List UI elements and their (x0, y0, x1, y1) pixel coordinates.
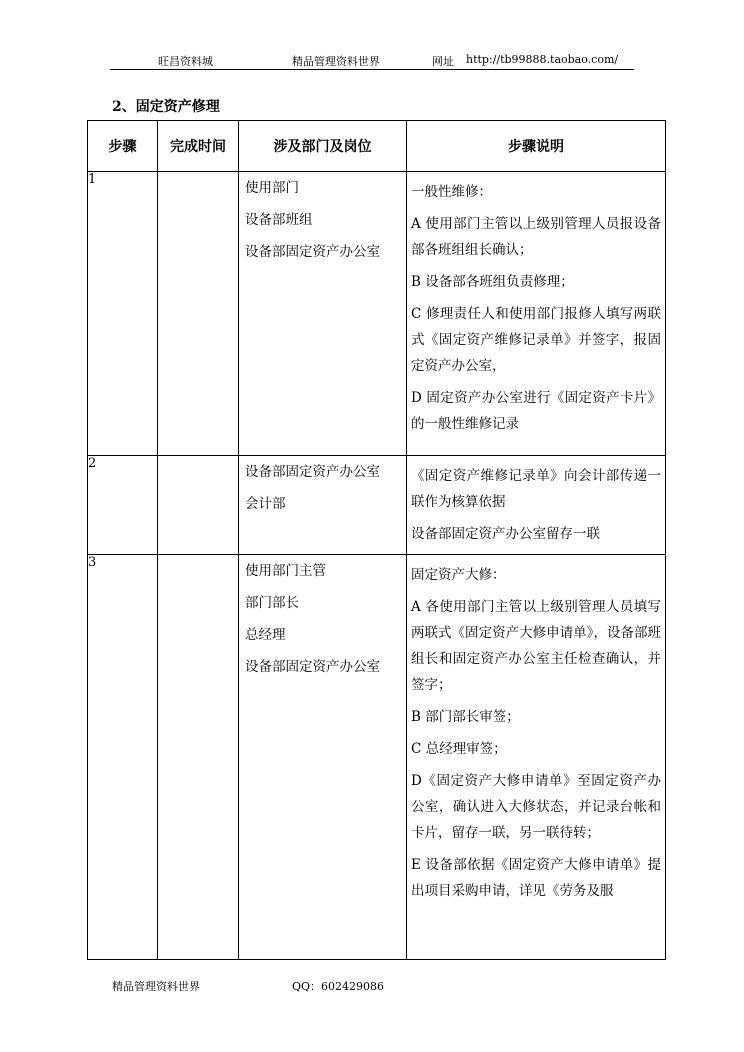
completion-time (158, 555, 239, 960)
desc-paragraph: 《固定资产维修记录单》向会计部传递一联作为核算依据 (411, 468, 661, 510)
desc-paragraph: D 固定资产办公室进行《固定资产卡片》的一般性维修记录 (411, 390, 661, 432)
dept-item: 设备部固定资产办公室 (245, 659, 380, 675)
dept-cell (239, 456, 407, 555)
header-time: 完成时间 (158, 121, 239, 172)
section-title: 2、固定资产修理 (112, 99, 220, 115)
footer-world: 精品管理资料世界 (112, 980, 200, 993)
table-row (88, 555, 666, 960)
desc-paragraph: B 设备部各班组负责修理； (411, 274, 574, 290)
dept-item: 部门部长 (245, 595, 299, 611)
repair-steps-table (87, 120, 666, 960)
header-url-link[interactable]: http://tb99888.taobao.com/ (466, 53, 619, 66)
desc-cell (407, 172, 666, 456)
header-site-name: 旺昌资料城 (158, 55, 213, 68)
table-header-row (88, 121, 666, 172)
dept-cell (239, 555, 407, 960)
dept-item: 会计部 (245, 496, 286, 512)
header-world: 精品管理资料世界 (292, 55, 380, 68)
dept-item: 总经理 (245, 627, 286, 643)
header-dept: 涉及部门及岗位 (239, 121, 407, 172)
dept-item: 设备部班组 (245, 212, 313, 228)
desc-paragraph: 一般性维修： (411, 184, 492, 200)
dept-cell (239, 172, 407, 456)
desc-paragraph: E 设备部依据《固定资产大修申请单》提出项目采购申请，详见《劳务及服 (411, 857, 661, 899)
dept-item: 设备部固定资产办公室 (245, 464, 380, 480)
dept-item: 使用部门主管 (245, 563, 326, 579)
step-number: 3 (88, 555, 158, 960)
footer-qq: QQ：602429086 (292, 980, 385, 993)
desc-paragraph: D《固定资产大修申请单》至固定资产办公室，确认进入大修状态，并记录台帐和卡片，留存一联，另一联待转； (411, 773, 661, 841)
desc-paragraph: 固定资产大修： (411, 567, 506, 583)
header-url-label: 网址 (432, 55, 454, 68)
dept-item: 设备部固定资产办公室 (245, 244, 380, 260)
completion-time (158, 456, 239, 555)
header-desc: 步骤说明 (407, 121, 666, 172)
desc-paragraph: C 总经理审签； (411, 741, 507, 757)
step-number: 2 (88, 456, 158, 555)
step-number: 1 (88, 172, 158, 456)
header-step: 步骤 (88, 121, 158, 172)
dept-item: 使用部门 (245, 180, 299, 196)
desc-paragraph: A 使用部门主管以上级别管理人员报设备部各班组组长确认； (411, 216, 661, 258)
desc-paragraph: B 部门部长审签； (411, 709, 520, 725)
desc-paragraph: 设备部固定资产办公室留存一联 (411, 526, 600, 542)
table-row (88, 172, 666, 456)
table-row (88, 456, 666, 555)
desc-cell (407, 456, 666, 555)
page-header (110, 53, 634, 70)
completion-time (158, 172, 239, 456)
desc-cell (407, 555, 666, 960)
desc-paragraph: C 修理责任人和使用部门报修人填写两联式《固定资产维修记录单》并签字，报固定资产办公室， (411, 306, 661, 374)
desc-paragraph: A 各使用部门主管以上级别管理人员填写两联式《固定资产大修申请单》，设备部班组长和固定资产办公室主任检查确认，并签字； (411, 599, 661, 693)
